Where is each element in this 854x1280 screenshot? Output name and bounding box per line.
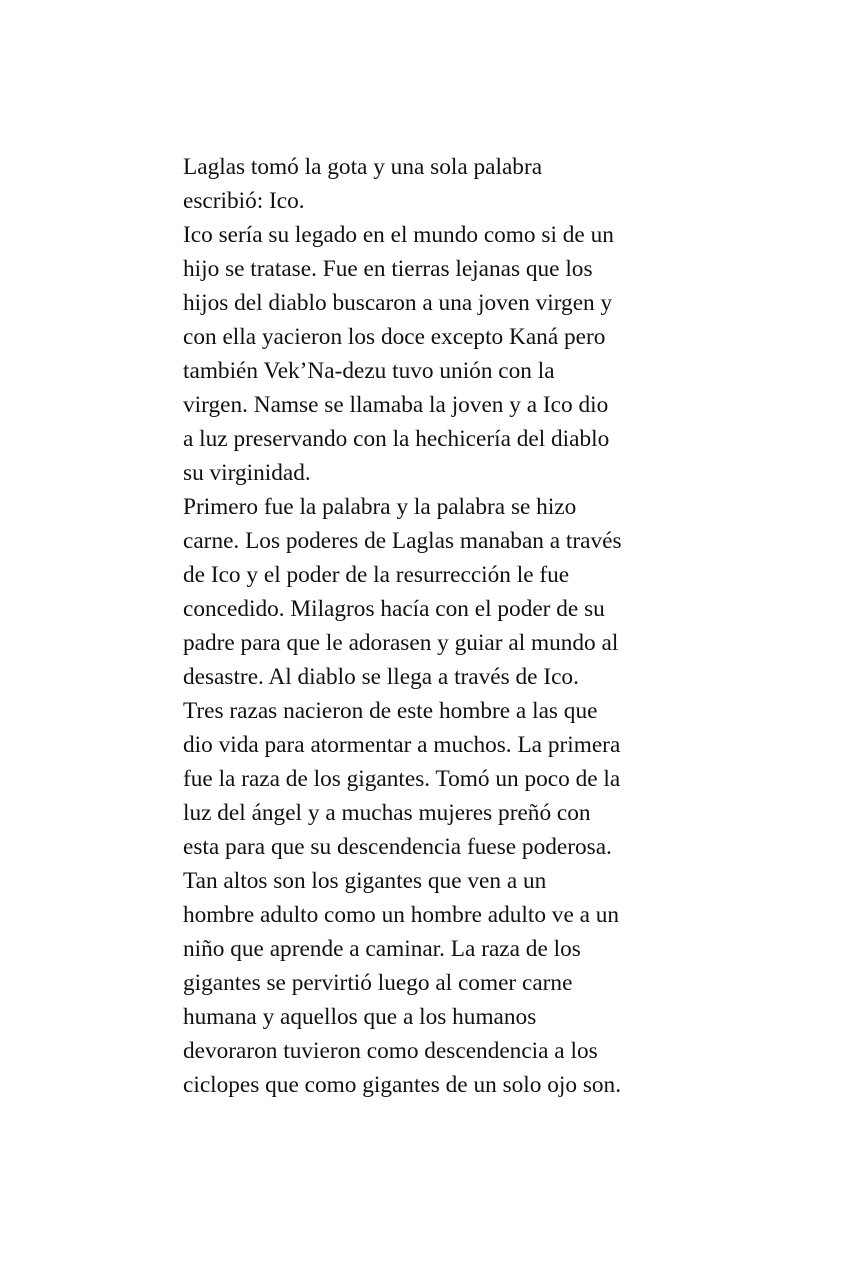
text-line: luz del ángel y a muchas mujeres preñó con: [183, 800, 591, 826]
text-line: gigantes se pervirtió luego al comer carne: [183, 970, 573, 996]
text-line: concedido. Milagros hacía con el poder de su: [183, 596, 605, 622]
text-line: dio vida para atormentar a muchos. La primera: [183, 732, 621, 758]
text-line: padre para que le adorasen y guiar al mundo al: [183, 630, 619, 656]
text-line: escribió: Ico.: [183, 188, 305, 214]
text-line: hijo se tratase. Fue en tierras lejanas que los: [183, 256, 593, 282]
text-line: humana y aquellos que a los humanos: [183, 1004, 537, 1030]
text-line: ciclopes que como gigantes de un solo ojo son.: [183, 1072, 622, 1098]
text-line: Tan altos son los gigantes que ven a un: [183, 868, 547, 894]
text-line: de Ico y el poder de la resurrección le fue: [183, 562, 570, 588]
text-line: esta para que su descendencia fuese poderosa.: [183, 834, 612, 860]
text-line: desastre. Al diablo se llega a través de Ico.: [183, 664, 579, 690]
text-line: fue la raza de los gigantes. Tomó un poco de la: [183, 766, 621, 792]
text-line: Laglas tomó la gota y una sola palabra: [183, 154, 543, 180]
text-line: su virginidad.: [183, 460, 311, 486]
text-line: también Vek’Na-dezu tuvo unión con la: [183, 358, 555, 384]
text-line: Ico sería su legado en el mundo como si de un: [183, 222, 614, 248]
text-line: Primero fue la palabra y la palabra se hizo: [183, 494, 577, 520]
text-line: con ella yacieron los doce excepto Kaná pero: [183, 324, 606, 350]
text-line: hijos del diablo buscaron a una joven virgen y: [183, 290, 613, 316]
text-line: carne. Los poderes de Laglas manaban a través: [183, 528, 622, 554]
text-line: a luz preservando con la hechicería del diablo: [183, 426, 610, 452]
text-line: devoraron tuvieron como descendencia a los: [183, 1038, 598, 1064]
text-line: hombre adulto como un hombre adulto ve a un: [183, 902, 620, 928]
text-line: niño que aprende a caminar. La raza de los: [183, 936, 581, 962]
text-line: Tres razas nacieron de este hombre a las que: [183, 698, 598, 724]
text-line: virgen. Namse se llamaba la joven y a Ico dio: [183, 392, 609, 418]
body-text: [183, 150, 683, 1102]
